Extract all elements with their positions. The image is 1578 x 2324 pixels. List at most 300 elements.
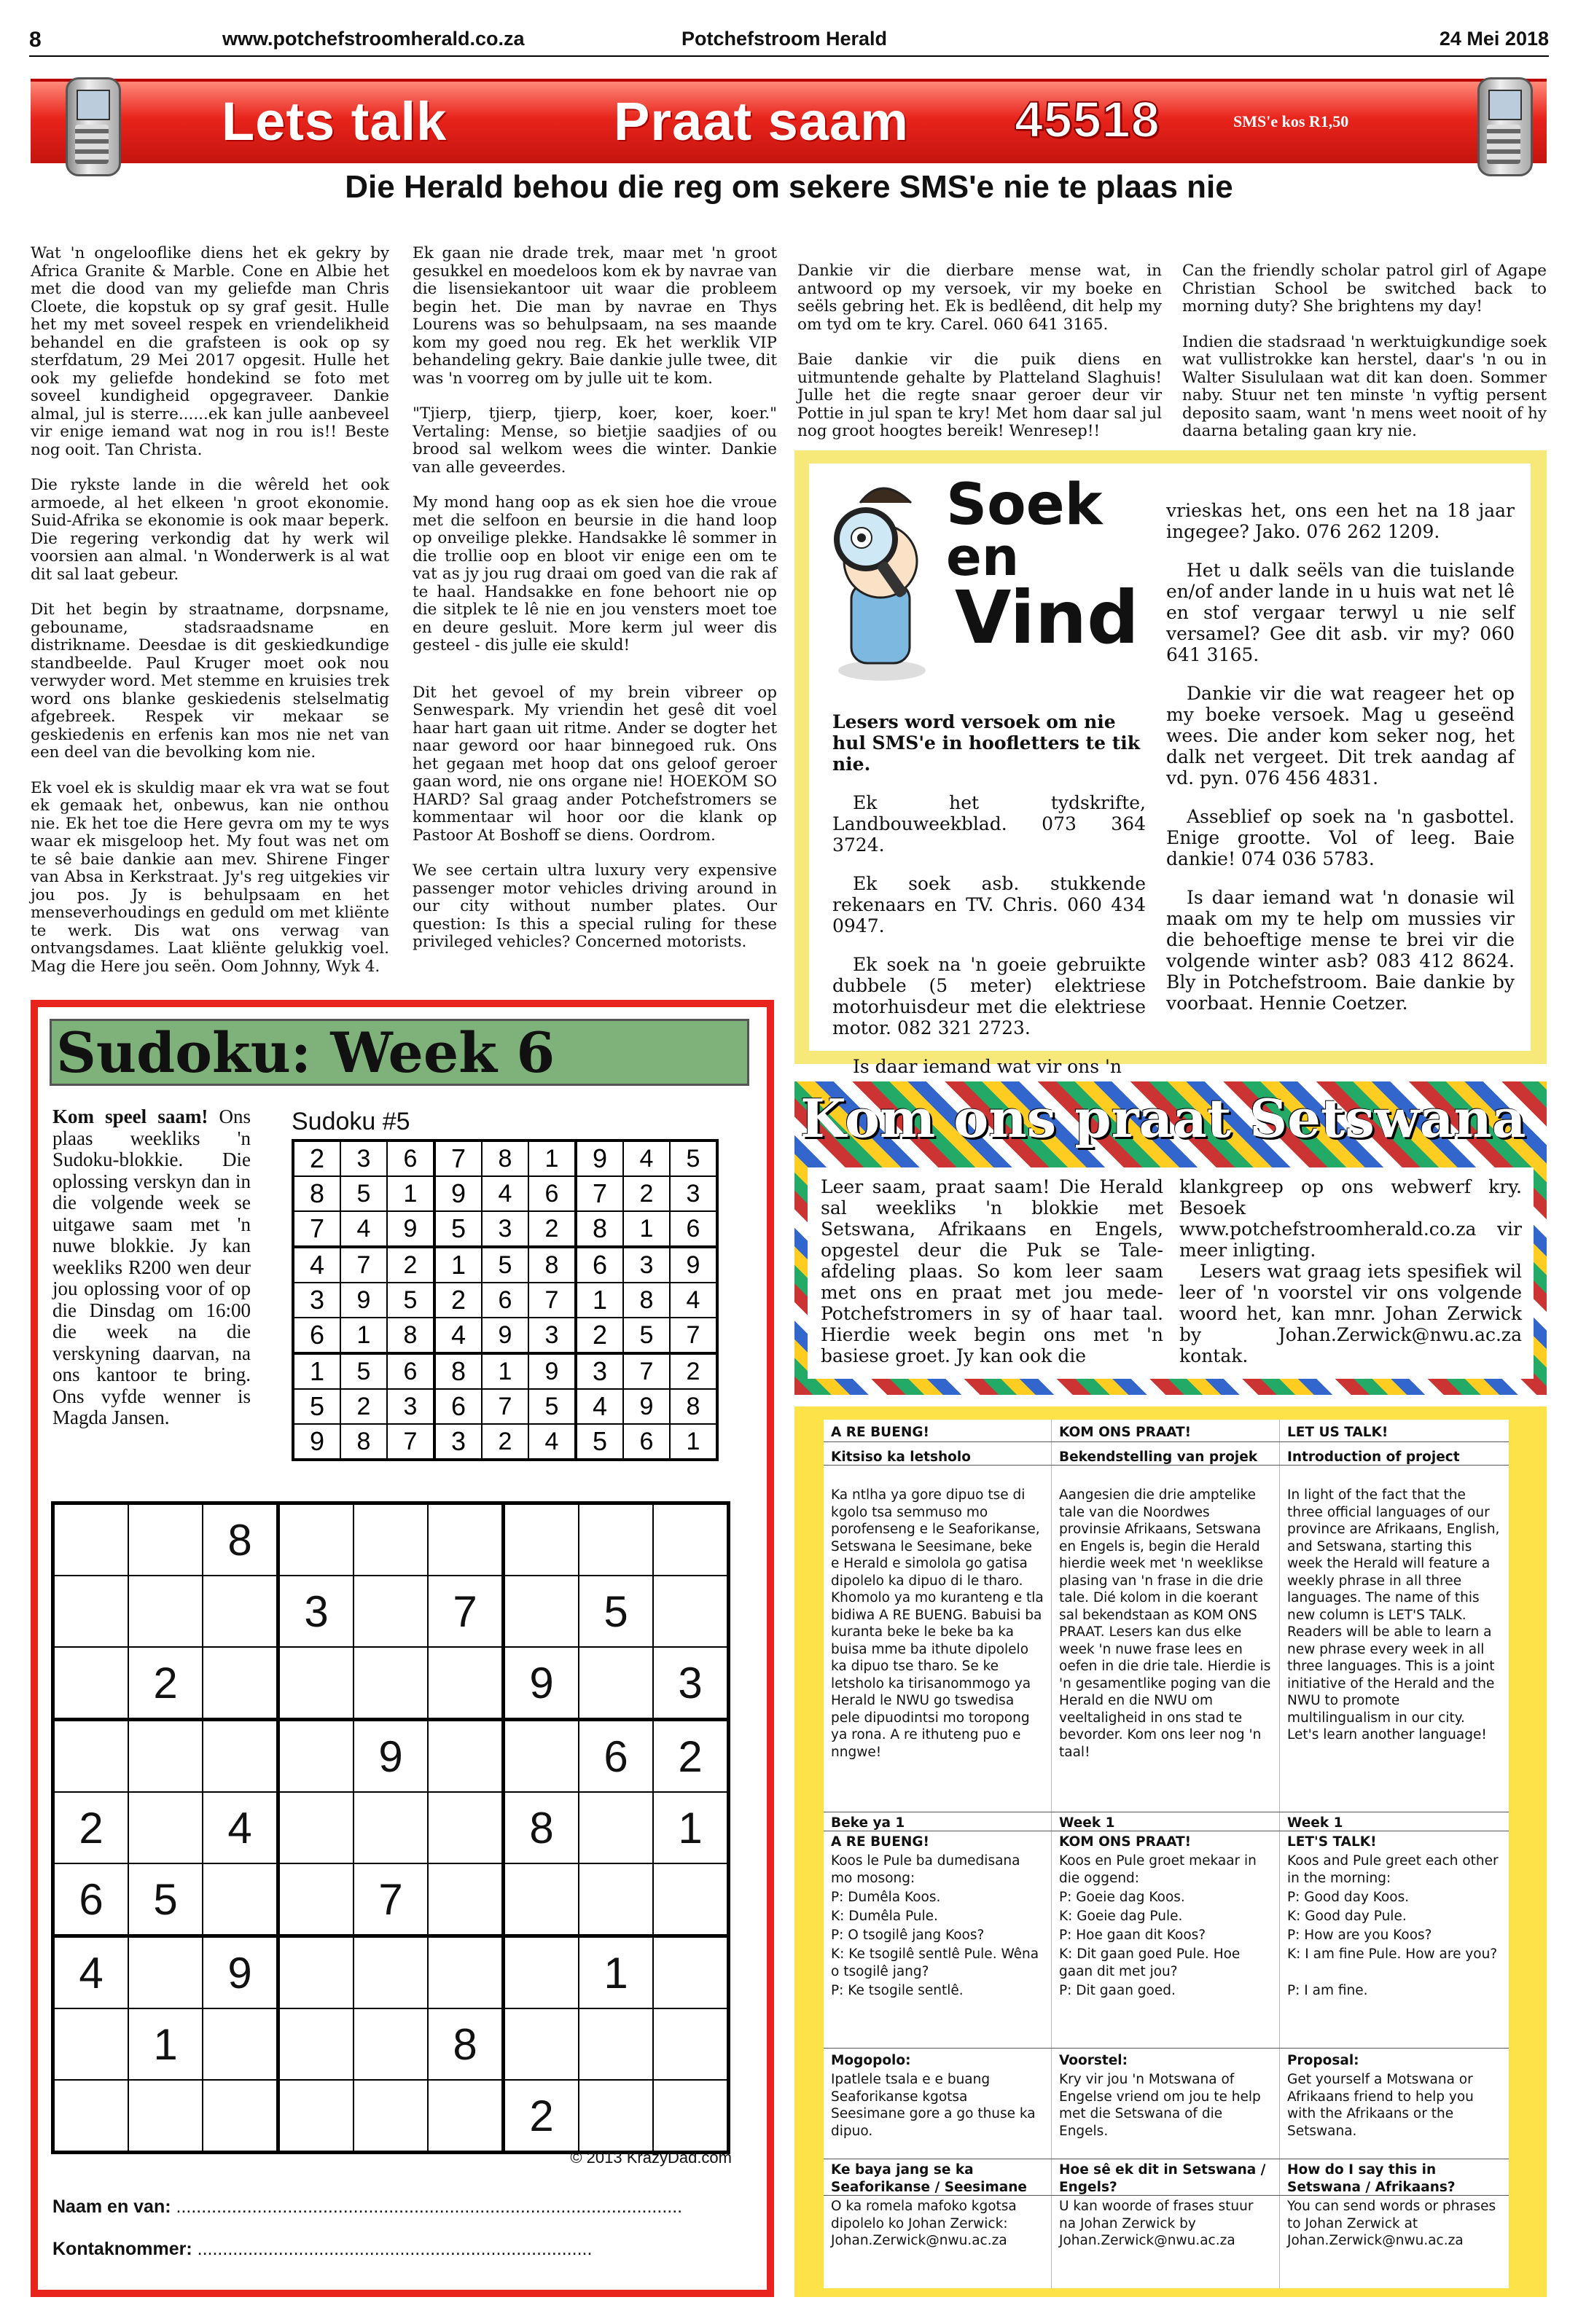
puzzle-cell[interactable]: 5 [128, 1863, 203, 1936]
language-entry-d3: P: How are you Koos? [1287, 1928, 1432, 1943]
sms-message: My mond hang oop as ek sien hoe die vroue met die selfoon en beursie in die hand loop op onveilige plekke. Handsakke lê sommer in die trollie oop en bloot vir enige een om te vat as jy jou rug draai om goed van die rak af te haal. Handsakke en fone behoort nie op die sitplek te lê nie en jou vensters moet toe en deure gesluit. More kerm jul weer dis gesteel - dis julle eie skuld! [413, 493, 777, 654]
soek-ad: Ek soek asb. stukkende rekenaars en TV. Chris. 060 434 0947. [832, 873, 1146, 936]
solution-cell: 3 [340, 1141, 387, 1176]
sms-message: "Tjierp, tjierp, tjierp, koer, koer, koer." Vertaling: Mense, so bietjie saadjies of ou brood sal welkom wees die winter. Dankie van alle geveerdes. [413, 404, 777, 477]
solution-cell: 1 [623, 1211, 670, 1247]
praat-saam-title: Praat saam [614, 91, 909, 152]
solution-row [293, 1176, 717, 1211]
solution-cell: 4 [528, 1424, 576, 1460]
language-entry-d4: K: I am fine Pule. How are you? [1287, 1947, 1498, 1962]
language-entry-d4: K: Dit gaan goed Pule. Hoe gaan dit met jou? [1059, 1947, 1241, 1979]
sudoku-intro-bold: Kom speel saam! [52, 1106, 208, 1127]
table-divider [824, 2048, 1509, 2049]
solution-cell: 9 [387, 1211, 434, 1247]
solution-cell: 3 [528, 1318, 576, 1353]
puzzle-cell[interactable] [278, 2080, 354, 2153]
solution-row [293, 1353, 717, 1389]
language-entry-d3: P: Hoe gaan dit Koos? [1059, 1928, 1206, 1943]
setswana-intro-right [1179, 1176, 1522, 1366]
solution-cell: 4 [293, 1247, 340, 1283]
solution-cell: 5 [528, 1389, 576, 1424]
soek-ad: vrieskas het, ons een het na 18 jaar ingegee? Jako. 076 262 1209. [1166, 500, 1515, 542]
solution-cell: 7 [340, 1247, 387, 1283]
soek-ad: Dankie vir die wat reageer het op my boeke versoek. Mag u geseënd wees. Die ander kom seker nog, het dalk net vergeet. Dit trek aandag af vd. pyn. 076 456 4831. [1166, 683, 1515, 789]
page-header [29, 28, 1549, 57]
setswana-intro-right-1: klankgreep op ons webwerf kry. Besoek www.potchefstroomherald.co.za vir meer inligting. [1179, 1176, 1522, 1261]
language-entry-week: Beke ya 1 [831, 1815, 905, 1831]
solution-cell: 8 [482, 1141, 528, 1176]
soek-ad: Het u dalk seëls van die tuislande en/of ander lande in u huis wat net lê en stof vergaar terwyl u nie self versamel? Gee dit asb. vir my? 060 641 3165. [1166, 560, 1515, 665]
solution-cell: 5 [340, 1353, 387, 1389]
solution-cell: 6 [670, 1211, 717, 1247]
soek-en-vind-right-text [1166, 500, 1515, 1031]
puzzle-cell[interactable] [504, 1720, 579, 1793]
language-entry-h3: LET'S TALK! [1287, 1834, 1377, 1850]
puzzle-cell[interactable] [203, 1863, 278, 1936]
solution-cell: 5 [340, 1176, 387, 1211]
solution-cell: 7 [670, 1318, 717, 1353]
puzzle-cell[interactable] [128, 1792, 203, 1863]
puzzle-cell[interactable] [354, 1576, 428, 1647]
soek-ad: Is daar iemand wat 'n donasie wil maak om my te help om mussies vir die behoeftige mense te brei vir die volgende winter asb? 083 412 8624. Bly in Potchefstroom. Baie dankie by voorbaat. Hennie Coetzer. [1166, 887, 1515, 1014]
solution-cell: 9 [623, 1389, 670, 1424]
copyright: © 2013 KrazyDad.com [570, 2148, 732, 2167]
puzzle-cell[interactable] [128, 1936, 203, 2009]
puzzle-cell[interactable] [203, 2008, 278, 2080]
solution-cell: 3 [293, 1283, 340, 1318]
puzzle-cell[interactable] [128, 1503, 203, 1576]
puzzle-cell[interactable]: 9 [354, 1720, 428, 1793]
magnifying-glass-icon [816, 474, 948, 685]
puzzle-cell[interactable] [203, 1720, 278, 1793]
puzzle-cell[interactable]: 2 [128, 1647, 203, 1720]
solution-cell: 8 [576, 1211, 623, 1247]
language-entry-h4: Proposal: [1287, 2053, 1359, 2068]
solution-cell: 5 [434, 1211, 482, 1247]
solution-cell: 9 [670, 1247, 717, 1283]
solution-cell: 9 [434, 1176, 482, 1211]
puzzle-cell[interactable]: 5 [579, 1576, 653, 1647]
language-entry-p1: Ka ntlha ya gore dipuo tse di kgolo tsa semmuso mo porofenseng e le Seaforikanse, Setswana le Seesimane, beke e Herald e simolola go gatisa dipolelo ka dipuo di le tharo. Khomolo ya mo kuranteng e tla bidiwa A RE BUENG. Babuisi ba kuranta beke le beke ba ka buisa mme ba ithute dipolelo ka dipuo tse tharo. Se ke letsholo ka tirisanommogo ya Herald le NWU go tswedisa pele dipuodintsi mo toropong ya rona. A re ithuteng puo e nngwe! [831, 1487, 1044, 1760]
language-entry-p2: Koos and Pule greet each other in the morning: [1287, 1853, 1499, 1886]
puzzle-cell[interactable] [579, 2008, 653, 2080]
solution-cell: 9 [528, 1353, 576, 1389]
solution-cell: 8 [670, 1389, 717, 1424]
solution-cell: 2 [528, 1211, 576, 1247]
puzzle-cell[interactable] [278, 2008, 354, 2080]
puzzle-cell[interactable] [653, 1936, 729, 2009]
puzzle-row [53, 1720, 729, 1793]
puzzle-cell[interactable]: 1 [579, 1936, 653, 2009]
puzzle-cell[interactable] [203, 1576, 278, 1647]
solution-cell: 8 [623, 1283, 670, 1318]
sudoku-title: Sudoku: Week 6 [50, 1019, 749, 1086]
puzzle-cell[interactable] [278, 1936, 354, 2009]
language-entry-d5: P: I am fine. [1287, 1983, 1368, 1998]
language-entry-week: Week 1 [1287, 1815, 1343, 1831]
language-entry-h1: LET US TALK! [1287, 1425, 1388, 1440]
solution-grid [292, 1139, 719, 1461]
solution-row [293, 1211, 717, 1247]
soek-ad: Asseblief op soek na 'n gasbottel. Enige grootte. Vol of leeg. Baie dankie! 074 036 5783. [1166, 806, 1515, 869]
language-entry-h4: Mogopolo: [831, 2053, 911, 2068]
solution-cell: 5 [482, 1247, 528, 1283]
puzzle-cell[interactable] [653, 2080, 729, 2153]
contact-field[interactable] [52, 2239, 752, 2260]
solution-cell: 6 [528, 1176, 576, 1211]
puzzle-cell[interactable] [579, 1647, 653, 1720]
puzzle-cell[interactable] [428, 1863, 504, 1936]
puzzle-cell[interactable]: 6 [53, 1863, 129, 1936]
language-entry-d2: K: Dumêla Pule. [831, 1909, 938, 1924]
solution-cell: 1 [293, 1353, 340, 1389]
puzzle-cell[interactable]: 7 [428, 1576, 504, 1647]
table-divider [824, 1465, 1509, 1466]
solution-cell: 4 [623, 1141, 670, 1176]
soek-ad: Ek soek na 'n goeie gebruikte dubbele (5 meter) elektriese motorhuisdeur met die elektriese motor. 082 321 2723. [832, 954, 1146, 1038]
puzzle-cell[interactable] [579, 1792, 653, 1863]
puzzle-row [53, 1792, 729, 1863]
solution-cell: 4 [434, 1318, 482, 1353]
language-entry-d3: P: O tsogilê jang Koos? [831, 1928, 985, 1943]
sms-message: Indien die stadsraad 'n werktuigkundige soek wat vullistrokke kan herstel, daar's 'n ou in Walter Sisululaan wat dit kan doen. Sommer naby. Stuur net ten minste 'n vyftig persent deposito saam, want 'n mens weet nooit of hy daarna betaling gaan kry nie. [1182, 332, 1547, 440]
language-entry-h1: KOM ONS PRAAT! [1059, 1425, 1192, 1440]
language-entry-h5: Hoe sê ek dit in Setswana / Engels? [1059, 2162, 1266, 2195]
puzzle-cell[interactable] [354, 1936, 428, 2009]
solution-cell: 8 [293, 1176, 340, 1211]
name-label: Naam en van: [52, 2196, 176, 2217]
solution-cell: 7 [623, 1353, 670, 1389]
puzzle-cell[interactable] [579, 2080, 653, 2153]
sms-number: 45518 [1015, 91, 1160, 148]
solution-cell: 6 [623, 1424, 670, 1460]
solution-cell: 6 [482, 1283, 528, 1318]
puzzle-cell[interactable] [504, 1576, 579, 1647]
puzzle-row [53, 1503, 729, 1576]
solution-cell: 7 [387, 1424, 434, 1460]
solution-cell: 5 [576, 1424, 623, 1460]
puzzle-cell[interactable] [53, 1720, 129, 1793]
puzzle-cell[interactable] [653, 2008, 729, 2080]
solution-cell: 6 [576, 1247, 623, 1283]
puzzle-cell[interactable]: 2 [504, 2080, 579, 2153]
puzzle-cell[interactable] [278, 1792, 354, 1863]
puzzle-cell[interactable] [354, 2080, 428, 2153]
sudoku-intro [52, 1106, 251, 1429]
solution-cell: 1 [340, 1318, 387, 1353]
puzzle-cell[interactable] [53, 2080, 129, 2153]
sms-column-1 [31, 245, 389, 993]
setswana-intro-box [808, 1167, 1534, 1379]
language-entry-h5: Ke baya jang se ka Seaforikanse / Seesimane [831, 2162, 1027, 2195]
puzzle-cell[interactable] [278, 1647, 354, 1720]
puzzle-cell[interactable]: 3 [278, 1576, 354, 1647]
sms-banner [31, 79, 1547, 163]
puzzle-row [53, 1576, 729, 1647]
language-entry-d1: P: Good day Koos. [1287, 1890, 1410, 1905]
puzzle-cell[interactable] [579, 1863, 653, 1936]
solution-cell: 9 [340, 1283, 387, 1318]
solution-cell: 3 [623, 1247, 670, 1283]
trilingual-table [824, 1420, 1509, 2288]
puzzle-cell[interactable] [53, 1647, 129, 1720]
solution-cell: 3 [482, 1211, 528, 1247]
solution-cell: 9 [482, 1318, 528, 1353]
puzzle-cell[interactable]: 8 [203, 1503, 278, 1576]
solution-cell: 2 [340, 1389, 387, 1424]
puzzle-cell[interactable] [354, 1503, 428, 1576]
puzzle-cell[interactable] [128, 2080, 203, 2153]
puzzle-cell[interactable]: 3 [653, 1647, 729, 1720]
solution-cell: 4 [340, 1211, 387, 1247]
solution-cell: 3 [670, 1176, 717, 1211]
puzzle-cell[interactable]: 8 [428, 2008, 504, 2080]
logo-soek: Soek [946, 472, 1103, 538]
language-entry-p4: U kan woorde of frases stuur na Johan Zerwick by Johan.Zerwick@nwu.ac.za [1059, 2199, 1254, 2248]
language-entry-h3: A RE BUENG! [831, 1834, 929, 1850]
solution-row [293, 1283, 717, 1318]
paper-name: Potchefstroom Herald [681, 28, 888, 50]
contact-label: Kontaknommer: [52, 2239, 198, 2259]
setswana-intro-left: Leer saam, praat saam! Die Herald sal weekliks 'n blokkie met Setswana, Afrikaans en Engels, opgestel deur die Puk se Tale-afdeling plaas. So kom leer saam met ons en praat met jou mede-Potchefstromers in sy of haar taal. Hierdie week begin ons met 'n basiese groet. Jy kan ook die [821, 1176, 1163, 1366]
puzzle-cell[interactable] [203, 2080, 278, 2153]
sms-message: Dit het begin by straatname, dorpsname, gebouname, stadsraadsname en distrikname. Deesdae is dit geskiedkundige standbeelde. Paul Kruger moet ook nou verwyder word. Met stemme en kruisies trek word ons blanke geskiedenis stelselmatig afgebreek. Respek vir mekaar se geskiedenis en erfenis kan mos nie net van een deel van die bevolking kom nie. [31, 600, 389, 762]
table-divider [824, 1441, 1509, 1442]
language-entry-h4: Voorstel: [1059, 2053, 1128, 2068]
solution-cell: 2 [293, 1141, 340, 1176]
solution-cell: 1 [482, 1353, 528, 1389]
solution-cell: 9 [293, 1424, 340, 1460]
solution-cell: 1 [576, 1283, 623, 1318]
solution-row [293, 1318, 717, 1353]
puzzle-cell[interactable] [203, 1647, 278, 1720]
solution-panel [276, 1103, 727, 1466]
language-entry-p1: Aangesien die drie amptelike tale van die Noordwes provinsie Afrikaans, Setswana en Engels is, begin die Herald hierdie week met 'n weeklikse plasing van 'n frase in die drie tale. Dié kolom in die koerant sal bekendstaan as KOM ONS PRAAT. Lesers kan dus elke week 'n nuwe frase lees en oefen in die drie tale. Hierdie is 'n gesamentlike poging van die Herald en die NWU om veeltaligheid in ons stad te bevorder. Kom ons leer nog 'n taal! [1059, 1487, 1271, 1760]
sms-message: Wat 'n ongelooflike diens het ek gekry by Africa Granite & Marble. Cone en Albie het met die dood van my geliefde man Chris Cloete, die kopstuk op sy graf gesit. Hulle het my met soveel respek en vriendelikheid behandel en die grafsteen is ook op sy sterfdatum, 29 Mei 2017 opgesit. Hulle het ook my geliefde hondekind se foto met soveel kundigheid opgegraveer. Dankie almal, jul is sterre......ek kan julle aanbeveel vir enige iemand wat nog in rou is!! Beste nog ooit. Tan Christa. [31, 244, 389, 459]
solution-row [293, 1389, 717, 1424]
language-entry-d5: P: Ke tsogile sentlê. [831, 1983, 964, 1998]
language-entry-h1: A RE BUENG! [831, 1425, 929, 1440]
puzzle-cell[interactable] [428, 2080, 504, 2153]
solution-cell: 8 [387, 1318, 434, 1353]
puzzle-cell[interactable] [504, 1503, 579, 1576]
puzzle-cell[interactable]: 6 [579, 1720, 653, 1793]
solution-cell: 9 [576, 1141, 623, 1176]
solution-cell: 7 [482, 1389, 528, 1424]
soek-notice: Lesers word versoek om nie hul SMS'e in hoofletters te tik nie. [832, 711, 1141, 775]
solution-title: Sudoku #5 [292, 1108, 410, 1135]
language-entry-d1: P: Goeie dag Koos. [1059, 1890, 1185, 1905]
soek-ad: Is daar iemand wat vir ons 'n [853, 1056, 1122, 1077]
language-entry-p3: Ipatlele tsala e e buang Seaforikanse kgotsa Seesimane gore a go thuse ka dipuo. [831, 2072, 1036, 2139]
page-number: 8 [29, 28, 42, 52]
table-divider [824, 2195, 1509, 2196]
puzzle-cell[interactable] [278, 1503, 354, 1576]
solution-cell: 2 [482, 1424, 528, 1460]
soek-en-vind-logo [816, 474, 1166, 692]
name-dots: .................................................................................................... [176, 2196, 683, 2217]
name-field[interactable] [52, 2196, 752, 2218]
language-entry-p2: Koos en Pule groet mekaar in die oggend: [1059, 1853, 1257, 1886]
language-entry-p3: Get yourself a Motswana or Afrikaans friend to help you with the Afrikaans or the Setswana. [1287, 2072, 1474, 2139]
puzzle-cell[interactable] [128, 1576, 203, 1647]
sms-message: Dankie vir die dierbare mense wat, in antwoord op my versoek, vir my boeke en seëls gebring het. Ek is bedlêend, dit help my om tyd om te kry. Carel. 060 641 3165. [797, 262, 1162, 334]
puzzle-cell[interactable] [278, 1720, 354, 1793]
solution-cell: 1 [670, 1424, 717, 1460]
sms-message: Die rykste lande in die wêreld het ook armoede, al het elkeen 'n groot ekonomie. Suid-Afrika se ekonomie is ook maar beperk. Die regering verkondig dat hy werk wil voorsien aan almal. 'n Wonderwerk is al wat dit sal laat gebeur. [31, 476, 389, 584]
solution-cell: 2 [576, 1318, 623, 1353]
solution-cell: 3 [387, 1389, 434, 1424]
sms-column-4 [1182, 262, 1547, 458]
puzzle-cell[interactable] [278, 1863, 354, 1936]
puzzle-cell[interactable]: 8 [504, 1792, 579, 1863]
puzzle-cell[interactable] [428, 1503, 504, 1576]
puzzle-row [53, 1647, 729, 1720]
solution-cell: 6 [434, 1389, 482, 1424]
puzzle-row [53, 2080, 729, 2153]
cellphone-icon-right [1477, 77, 1533, 176]
language-entry-h2: Introduction of project [1287, 1449, 1460, 1465]
puzzle-cell[interactable] [354, 1792, 428, 1863]
solution-cell: 2 [434, 1283, 482, 1318]
solution-cell: 2 [623, 1176, 670, 1211]
soek-en-vind-left-text [832, 711, 1146, 1095]
lets-talk-title: Lets talk [222, 91, 448, 152]
puzzle-cell[interactable] [653, 1863, 729, 1936]
puzzle-cell[interactable] [53, 2008, 129, 2080]
website-url[interactable]: www.potchefstroomherald.co.za [222, 28, 525, 50]
language-entry-d2: K: Goeie dag Pule. [1059, 1909, 1183, 1924]
solution-row [293, 1141, 717, 1176]
language-entry-h5: How do I say this in Setswana / Afrikaans? [1287, 2162, 1456, 2195]
puzzle-cell[interactable] [428, 1647, 504, 1720]
language-entry-week: Week 1 [1059, 1815, 1115, 1831]
solution-cell: 4 [576, 1389, 623, 1424]
contact-dots: .............................................................................. [197, 2239, 593, 2259]
puzzle-cell[interactable]: 4 [53, 1936, 129, 2009]
language-entry-h2: Kitsiso ka letsholo [831, 1449, 971, 1465]
puzzle-cell[interactable] [504, 2008, 579, 2080]
sms-column-2 [413, 245, 777, 969]
puzzle-cell[interactable] [354, 1647, 428, 1720]
sms-message: Can the friendly scholar patrol girl of Agape Christian School be switched back to morning duty? She brightens my day! [1182, 262, 1547, 316]
solution-cell: 2 [670, 1353, 717, 1389]
solution-cell: 3 [576, 1353, 623, 1389]
solution-cell: 1 [434, 1247, 482, 1283]
language-entry-p1: In light of the fact that the three official languages of our province are Afrikaans, English, and Setswana, starting this week the Herald will feature a weekly phrase in all three languages. The name of this new column is LET'S TALK. Readers will be able to learn a new phrase every week in all three languages. This is a joint initiative of the Herald and the NWU to promote multilingualism in our city. Let's learn another language! [1287, 1487, 1500, 1742]
puzzle-cell[interactable]: 1 [653, 1792, 729, 1863]
solution-cell: 5 [293, 1389, 340, 1424]
puzzle-row [53, 2008, 729, 2080]
puzzle-cell[interactable]: 9 [504, 1647, 579, 1720]
puzzle-cell[interactable]: 2 [653, 1720, 729, 1793]
language-entry-h3: KOM ONS PRAAT! [1059, 1834, 1192, 1850]
puzzle-cell[interactable] [653, 1576, 729, 1647]
solution-cell: 4 [670, 1283, 717, 1318]
sms-message: We see certain ultra luxury very expensive passenger motor vehicles driving around in our city without number plates. Our question: Is this a special ruling for these privileged vehicles? Concerned motorists. [413, 861, 777, 951]
sms-message: Ek voel ek is skuldig maar ek vra wat se fout ek gemaak het, onbewus, kan nie onthou nie. Ek het toe die Here gevra om my te wys waar ek misgeloop het. My fout was net om te sê baie dankie aan mev. Shirene Finger van Absa in Kerkstraat. Jy's reg uitgekies vir jou pos. Jy is behulpsaam en het menseverhoudings en geduld om met kliënte te werk. Dis wat ons verwag van ontvangsdames. Laat kliënte gelukkig voel. Mag die Here jou seën. Oom Johnny, Wyk 4. [31, 778, 389, 976]
language-entry-p4: You can send words or phrases to Johan Zerwick at Johan.Zerwick@nwu.ac.za [1287, 2199, 1496, 2248]
sms-column-3 [797, 262, 1162, 458]
sudoku-intro-text: Ons plaas weekliks 'n Sudoku-blokkie. Die oplossing verskyn dan in die volgende week se uitgawe saam met 'n nuwe blokkie. Jy kan weekliks R200 wen deur jou oplossing voor of op die Dinsdag om 16:00 die week na die verskyning daarvan, na ons kantoor te bring. Ons vyfde wenner is Magda Jansen. [52, 1106, 251, 1428]
puzzle-row [53, 1936, 729, 2009]
puzzle-cell[interactable] [53, 1503, 129, 1576]
puzzle-cell[interactable] [53, 1576, 129, 1647]
puzzle-panel [51, 1501, 742, 2172]
solution-row [293, 1247, 717, 1283]
solution-cell: 7 [293, 1211, 340, 1247]
puzzle-cell[interactable] [354, 2008, 428, 2080]
soek-ad: Ek het tydskrifte, Landbouweekblad. 073 364 3724. [832, 792, 1146, 856]
puzzle-cell[interactable] [579, 1503, 653, 1576]
solution-cell: 7 [528, 1283, 576, 1318]
solution-cell: 6 [387, 1353, 434, 1389]
solution-cell: 7 [434, 1141, 482, 1176]
solution-row [293, 1424, 717, 1460]
puzzle-cell[interactable] [653, 1503, 729, 1576]
solution-cell: 1 [528, 1141, 576, 1176]
language-entry-p2: Koos le Pule ba dumedisana mo mosong: [831, 1853, 1020, 1886]
cellphone-icon [66, 77, 121, 176]
solution-cell: 5 [670, 1141, 717, 1176]
puzzle-cell[interactable]: 1 [128, 2008, 203, 2080]
puzzle-cell[interactable]: 2 [53, 1792, 129, 1863]
setswana-intro-right-2: Lesers wat graag iets spesifiek wil leer of 'n voorstel vir ons volgende woord het, kan mnr. Johan Zerwick by Johan.Zerwick@nwu.ac.za kontak. [1179, 1261, 1522, 1366]
solution-cell: 1 [387, 1176, 434, 1211]
language-entry-d1: P: Dumêla Koos. [831, 1890, 941, 1905]
puzzle-cell[interactable] [428, 1720, 504, 1793]
language-entry-d4: K: Ke tsogilê sentlê Pule. Wêna o tsogilê jang? [831, 1947, 1039, 1979]
puzzle-cell[interactable] [128, 1720, 203, 1793]
solution-cell: 8 [434, 1353, 482, 1389]
banner-subheading: Die Herald behou die reg om sekere SMS'e nie te plaas nie [345, 169, 1233, 205]
sms-cost: SMS'e kos R1,50 [1233, 112, 1349, 130]
puzzle-row [53, 1863, 729, 1936]
solution-cell: 7 [576, 1176, 623, 1211]
solution-cell: 5 [387, 1283, 434, 1318]
setswana-title: Kom ons praat Setswana [800, 1087, 1526, 1149]
issue-date: 24 Mei 2018 [1439, 28, 1549, 50]
puzzle-grid[interactable] [51, 1501, 730, 2154]
language-entry-d5: P: Dit gaan goed. [1059, 1983, 1176, 1998]
solution-cell: 8 [528, 1247, 576, 1283]
puzzle-cell[interactable] [428, 1792, 504, 1863]
language-entry-p4: O ka romela mafoko kgotsa dipolelo ko Johan Zerwick: Johan.Zerwick@nwu.ac.za [831, 2199, 1017, 2248]
language-entry-d2: K: Good day Pule. [1287, 1909, 1407, 1924]
logo-en: en [946, 526, 1020, 587]
solution-cell: 5 [623, 1318, 670, 1353]
puzzle-cell[interactable] [504, 1863, 579, 1936]
solution-cell: 2 [387, 1247, 434, 1283]
solution-cell: 6 [293, 1318, 340, 1353]
solution-cell: 3 [434, 1424, 482, 1460]
setswana-banner [794, 1081, 1547, 1395]
sms-message: Baie dankie vir die puik diens en uitmuntende gehalte by Platteland Slaghuis! Julle het die regte snaar geroer deur vir Pottie in jul span te kry! Met hom daar sal jul nog groot hoogtes bereik! Wenresep!! [797, 351, 1162, 440]
solution-cell: 8 [340, 1424, 387, 1460]
language-entry-h2: Bekendstelling van projek [1059, 1449, 1258, 1465]
sms-message: Ek gaan nie drade trek, maar met 'n groot gesukkel en moedeloos kom ek by navrae van die lisensiekantoor uit waar die probleem begin het. Die man by navrae en Thys Lourens was so behulpsaam, na ses maande kom my goed nou reg. Ek het werklik VIP behandeling gekry. Baie dankie julle twee, dit was 'n voorreg om by julle uit te kom. [413, 244, 777, 388]
puzzle-cell[interactable] [504, 1936, 579, 2009]
puzzle-cell[interactable]: 4 [203, 1792, 278, 1863]
logo-vind: Vind [955, 575, 1139, 660]
puzzle-cell[interactable]: 7 [354, 1863, 428, 1936]
puzzle-cell[interactable] [428, 1936, 504, 2009]
language-entry-p3: Kry vir jou 'n Motswana of Engelse vriend om jou te help met die Setswana of die Engels. [1059, 2072, 1261, 2139]
sms-message: Dit het gevoel of my brein vibreer op Senwespark. My vriendin het gesê dit voel haar hart gaan uit ritme. Ander se dogter het naar geword oor haar binnegoed ruk. Ons het gegaan met hoop dat ons geloof geroer gaan word, nie ons organe nie! HOEKOM SO HARD? Sal graag ander Potchefstromers se kommentaar wil hoor oor die klank op Pastoor At Boshoff se diens. Oordrom. [413, 683, 777, 845]
puzzle-cell[interactable]: 9 [203, 1936, 278, 2009]
solution-cell: 6 [387, 1141, 434, 1176]
solution-cell: 4 [482, 1176, 528, 1211]
